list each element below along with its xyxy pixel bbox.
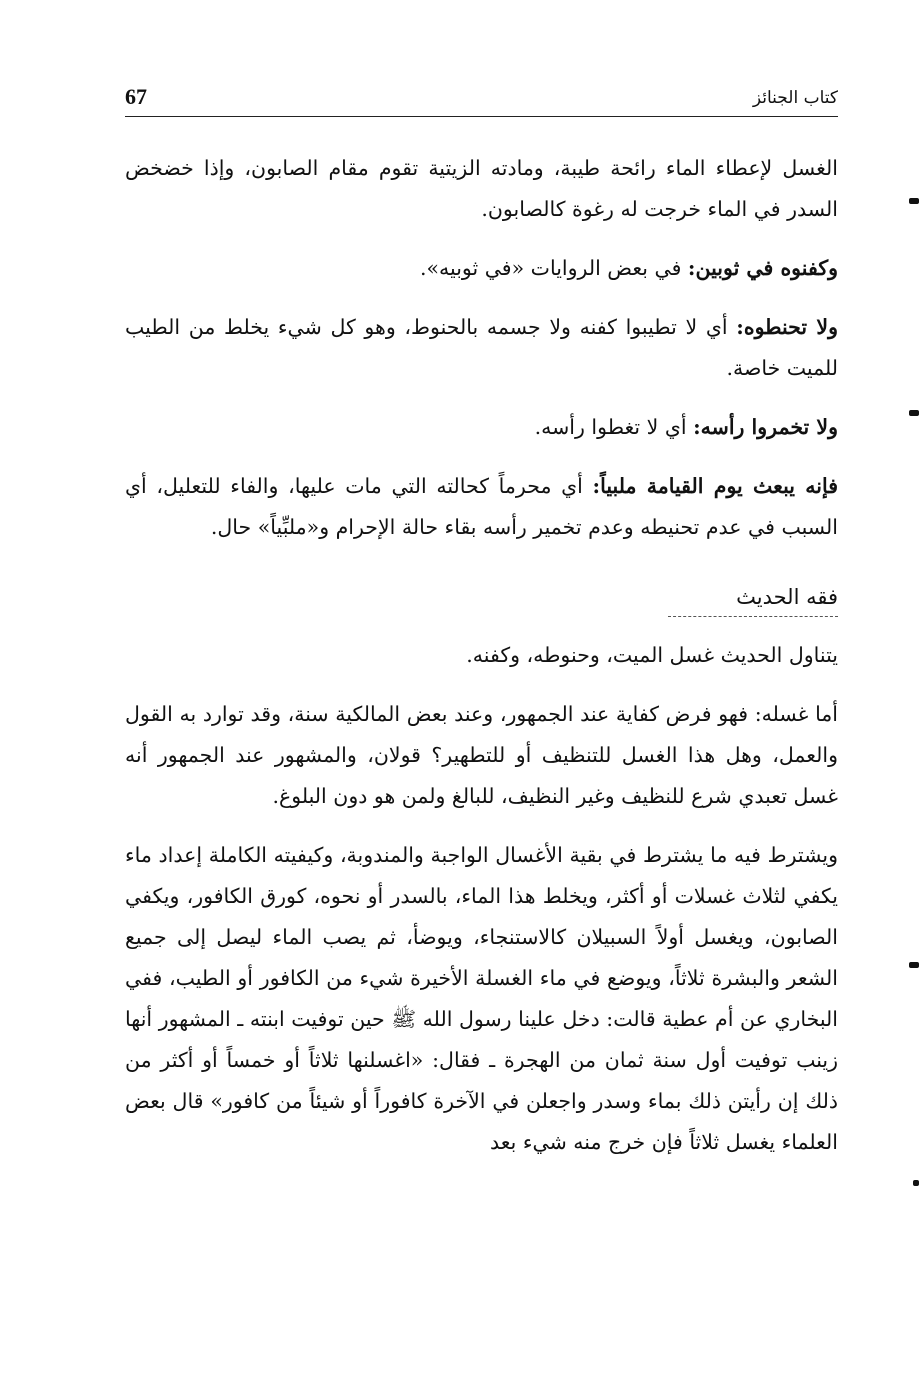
paragraph-kafanuhu [125, 248, 838, 289]
section-heading: فقه الحديث [668, 566, 838, 617]
paragraph-text: أي محرماً كحالته التي مات عليها، والفاء للتعليل، أي السبب في عدم تحنيطه وعدم تخمير رأسه بقاء حالة الإحرام و«ملبِّياً» حال. [125, 474, 838, 539]
paragraph-lead: ولا تحنطوه: [736, 315, 838, 339]
paragraph-text: أي لا تغطوا رأسه. [534, 415, 694, 439]
paragraph-yubath [125, 466, 838, 548]
section-paragraph: أما غسله: فهو فرض كفاية عند الجمهور، وعند بعض المالكية سنة، وقد توارد به القول والعمل، وهل هذا الغسل للتنظيف أو للتطهير؟ قولان، والمشهور عند الجمهور أنه غسل تعبدي شرع للنظيف وغير النظيف، للبالغ ولمن هو دون البلوغ. [125, 702, 838, 808]
page-number: 67 [125, 84, 147, 109]
paragraph-tuhannituhu [125, 307, 838, 389]
paragraph-text: الغسل لإعطاء الماء رائحة طيبة، ومادته الزيتية تقوم مقام الصابون، وإذا خضخض السدر في الماء خرجت له رغوة كالصابون. [125, 156, 838, 221]
margin-mark [913, 1180, 919, 1186]
margin-mark [909, 962, 919, 968]
margin-mark [909, 410, 919, 416]
paragraph-lead: فإنه يبعث يوم القيامة ملبياً: [592, 474, 838, 498]
paragraph-intro [125, 148, 838, 230]
page-header [125, 84, 838, 114]
paragraph-lead: ولا تخمروا رأسه: [693, 415, 838, 439]
header-rule [125, 116, 838, 117]
paragraph-tukhammiru [125, 407, 838, 448]
main-text [125, 148, 838, 1181]
paragraph-text: أي لا تطيبوا كفنه ولا جسمه بالحنوط، وهو كل شيء يخلط من الطيب للميت خاصة. [125, 315, 838, 380]
section-paragraph: يتناول الحديث غسل الميت، وحنوطه، وكفنه. [466, 643, 838, 667]
margin-mark [909, 198, 919, 204]
paragraph-lead: وكفنوه في ثوبين: [687, 256, 838, 280]
paragraph-text: في بعض الروايات «في ثوبيه». [419, 256, 688, 280]
section-paragraph: ويشترط فيه ما يشترط في بقية الأغسال الواجبة والمندوبة، وكيفيته الكاملة إعداد ماء يكفي لثلاث غسلات أو أكثر، ويخلط هذا الماء، بالسدر أو نحوه، كورق الكافور، ويكفي الصابون، ويغسل أولاً السبيلان كالاستنجاء، ويوضأ، ثم يصب الماء ليصل إلى جميع الشعر والبشرة ثلاثاً، ويوضع في ماء الغسلة الأخيرة شيء من الكافور أو الطيب، ففي البخاري عن أم عطية قالت: دخل علينا رسول الله ﷺ حين توفيت ابنته ـ المشهور أنها زينب توفيت أول سنة ثمان من الهجرة ـ فقال: «اغسلنها ثلاثاً أو خمساً أو أكثر من ذلك إن رأيتن ذلك بماء وسدر واجعلن في الآخرة كافوراً أو شيئاً من كافور» قال بعض العلماء يغسل ثلاثاً فإن خرج منه شيء بعد [125, 843, 838, 1154]
running-title: كتاب الجنائز [752, 88, 838, 108]
